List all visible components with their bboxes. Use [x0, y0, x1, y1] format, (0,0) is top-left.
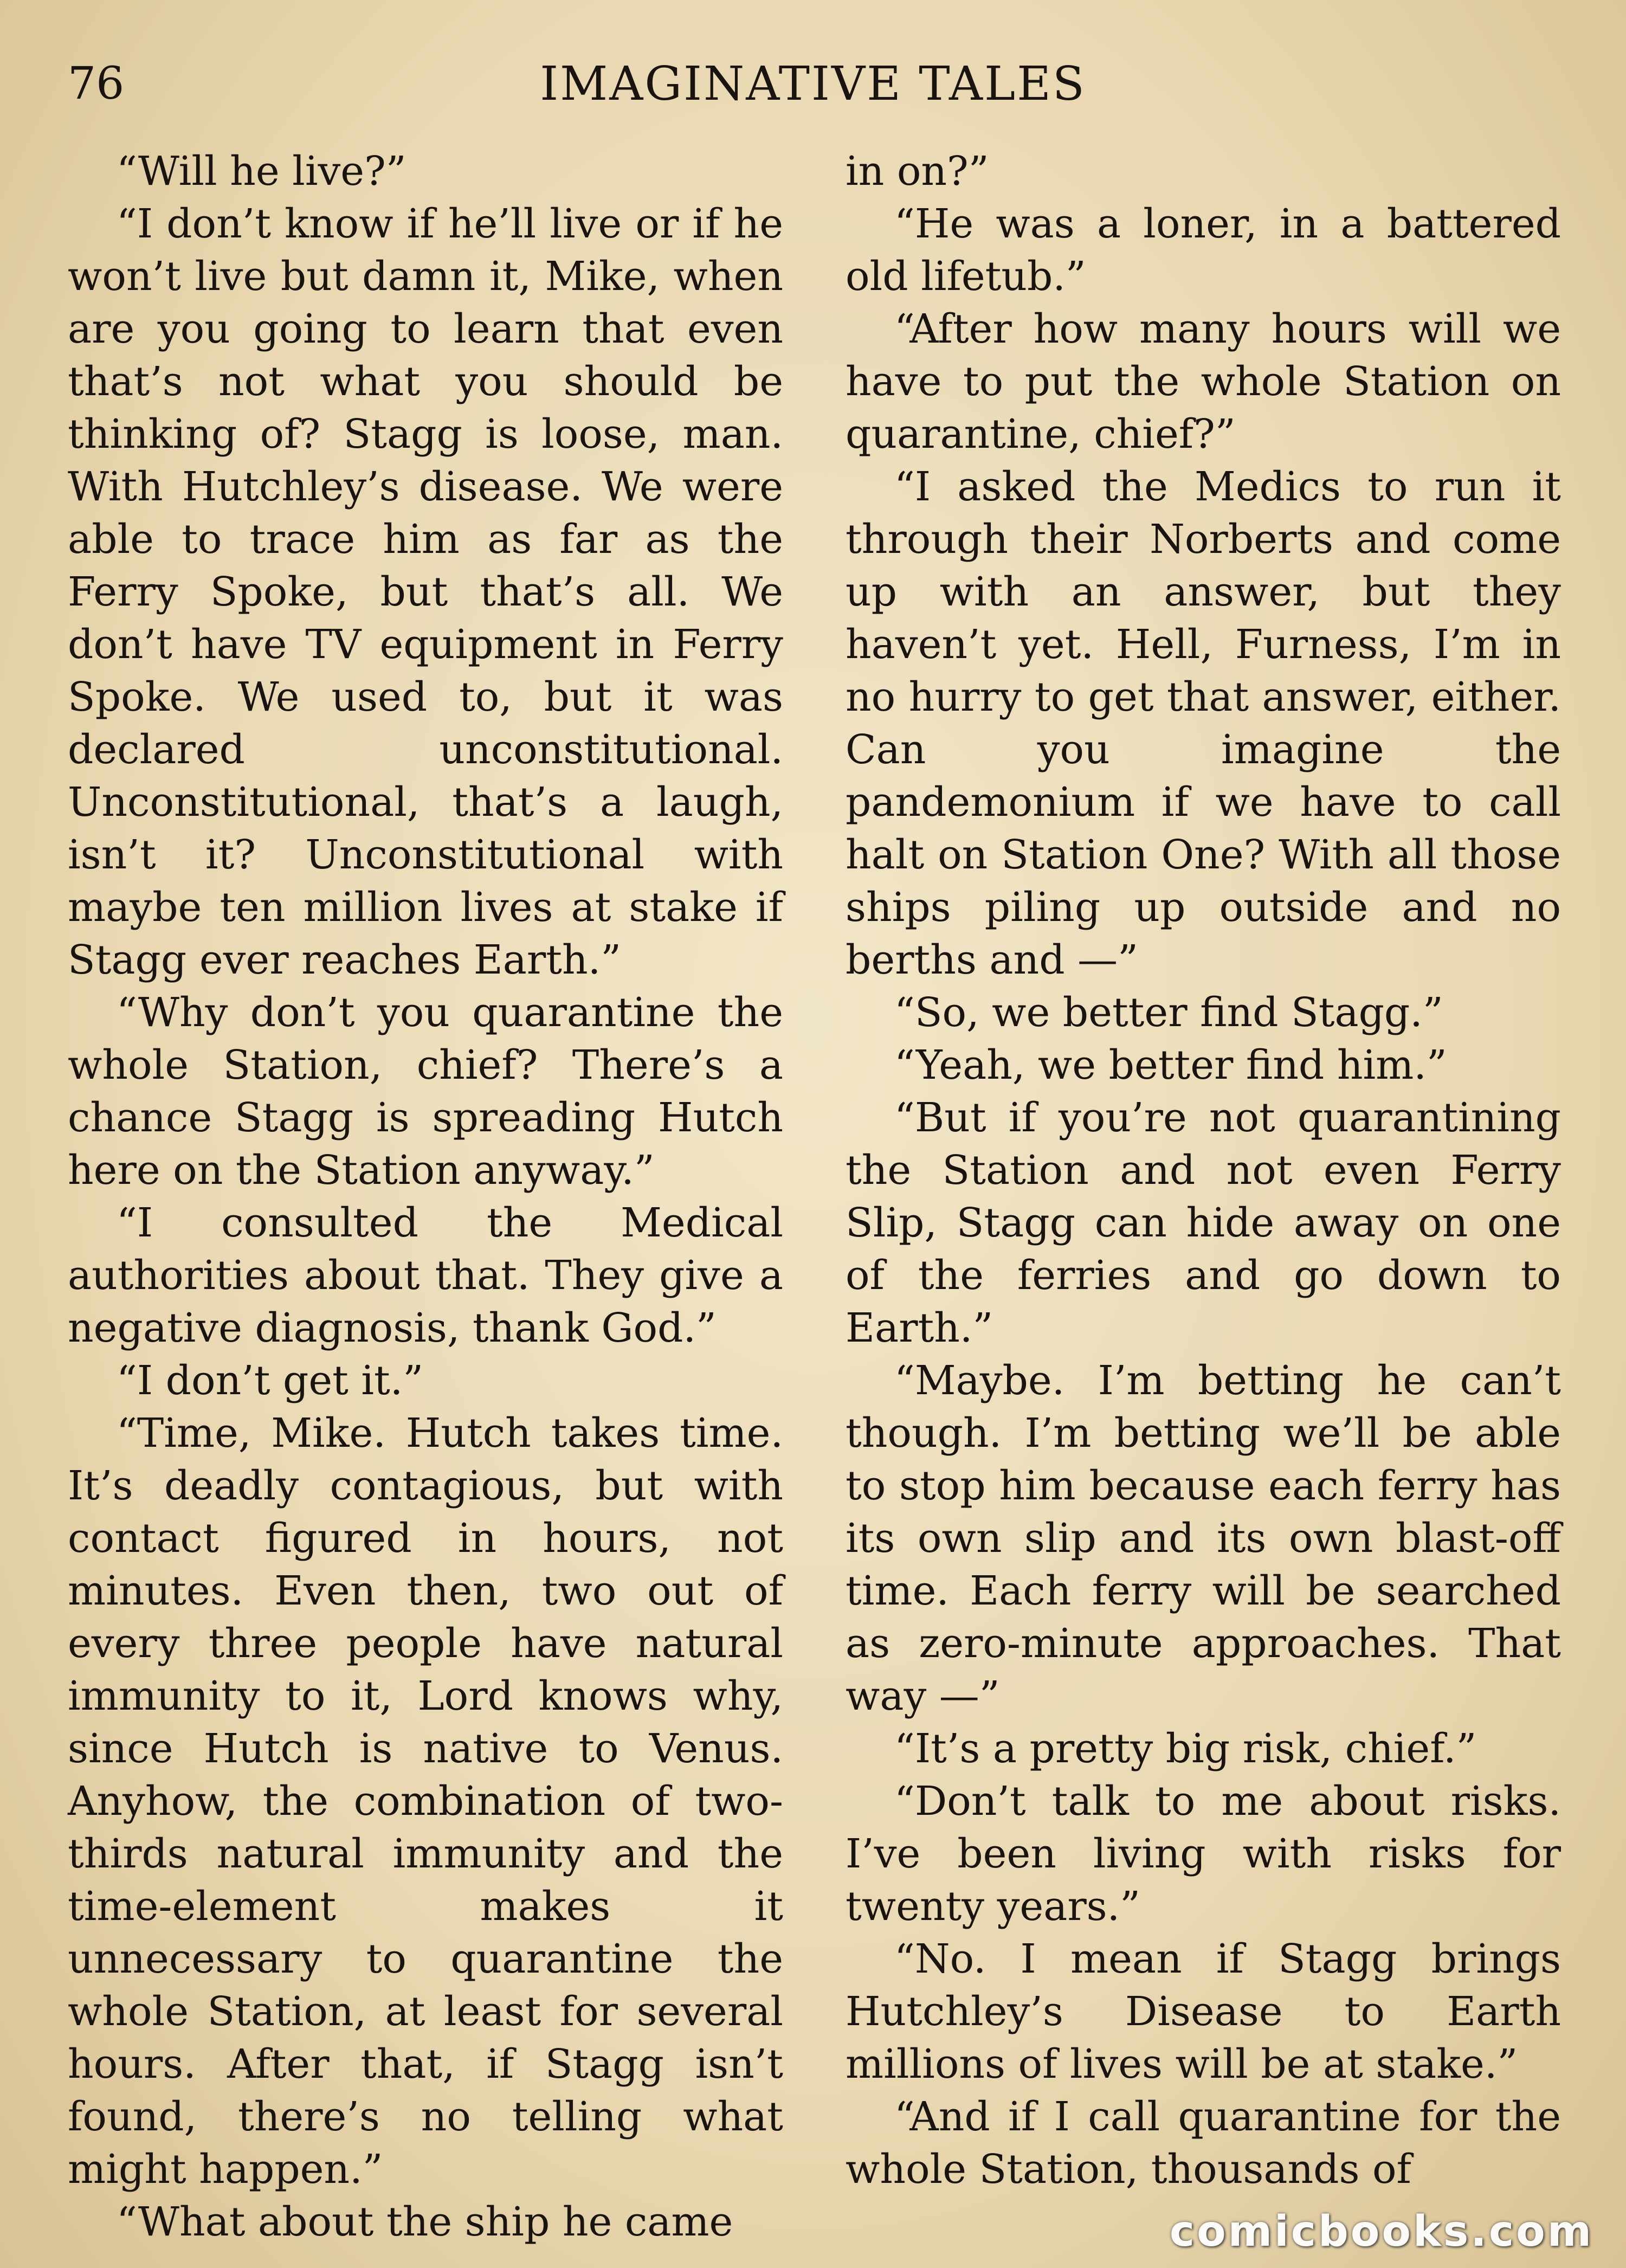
- paragraph: “I don’t get it.”: [117, 1357, 424, 1404]
- paragraph: “Time, Mike. Hutch takes time. It’s deadly contagious, but with contact figured in hours, not minutes. Even then, two out of every three people have natural immunity to it, Lord knows why, since Hutch is native to Venus. Anyhow, the combination of two-thirds natural immunity and the time-element makes it unnecessary to quarantine the whole Station, at least for several hours. After that, if Stagg isn’t found, there’s no telling what might happen.”: [68, 1410, 783, 2193]
- left-text-column: [68, 145, 783, 2248]
- page-number: 76: [68, 58, 125, 109]
- paragraph: “I don’t know if he’ll live or if he won’t live but damn it, Mike, when are you going to learn that even that’s not what you should be thinking of? Stagg is loose, man. With Hutchley’s disease. We were able to trace him as far as the Ferry Spoke, but that’s all. We don’t have TV equipment in Ferry Spoke. We used to, but it was declared unconstitutional. Unconstitutional, that’s a laugh, isn’t it? Unconstitutional with maybe ten million lives at stake if Stagg ever reaches Earth.”: [68, 201, 783, 983]
- paragraph: “What about the ship he came: [117, 2199, 733, 2245]
- paragraph: “Will he live?”: [117, 148, 406, 195]
- paragraph: in on?”: [846, 148, 989, 195]
- paragraph: “Maybe. I’m betting he can’t though. I’m betting we’ll be able to stop him because each ferry has its own slip and its own blast-off time. Each ferry will be searched as zero-minute approaches. That way —”: [846, 1357, 1561, 1719]
- running-title: IMAGINATIVE TALES: [540, 57, 1086, 111]
- right-text-column: [846, 145, 1561, 2196]
- paragraph: “I asked the Medics to run it through their Norberts and come up with an answer, but they haven’t yet. Hell, Furness, I’m in no hurry to get that answer, either. Can you imagine the pandemonium if we have to call halt on Station One? With all those ships piling up outside and no berths and —”: [846, 463, 1561, 983]
- paragraph: “Why don’t you quarantine the whole Station, chief? There’s a chance Stagg is spreading Hutch here on the Station anyway.”: [68, 989, 783, 1194]
- paragraph: “It’s a pretty big risk, chief.”: [894, 1725, 1477, 1772]
- paragraph: “He was a loner, in a battered old lifetub.”: [846, 201, 1561, 300]
- page-header: [68, 54, 1558, 114]
- paragraph: “Don’t talk to me about risks. I’ve been living with risks for twenty years.”: [846, 1778, 1561, 1930]
- paragraph: “So, we better find Stagg.”: [894, 989, 1443, 1036]
- paragraph: “I consulted the Medical authorities about that. They give a negative diagnosis, thank God.”: [68, 1200, 783, 1351]
- paragraph: “After how many hours will we have to put the whole Station on quarantine, chief?”: [846, 306, 1561, 458]
- paragraph: “Yeah, we better find him.”: [894, 1042, 1447, 1088]
- paragraph: “But if you’re not quarantining the Station and not even Ferry Slip, Stagg can hide away on one of the ferries and go down to Earth.”: [846, 1094, 1561, 1351]
- paragraph: “No. I mean if Stagg brings Hutchley’s Disease to Earth millions of lives will be at stake.”: [846, 1936, 1561, 2087]
- watermark: comicbooks.com: [1169, 2207, 1593, 2256]
- paragraph: “And if I call quarantine for the whole Station, thousands of: [846, 2093, 1561, 2193]
